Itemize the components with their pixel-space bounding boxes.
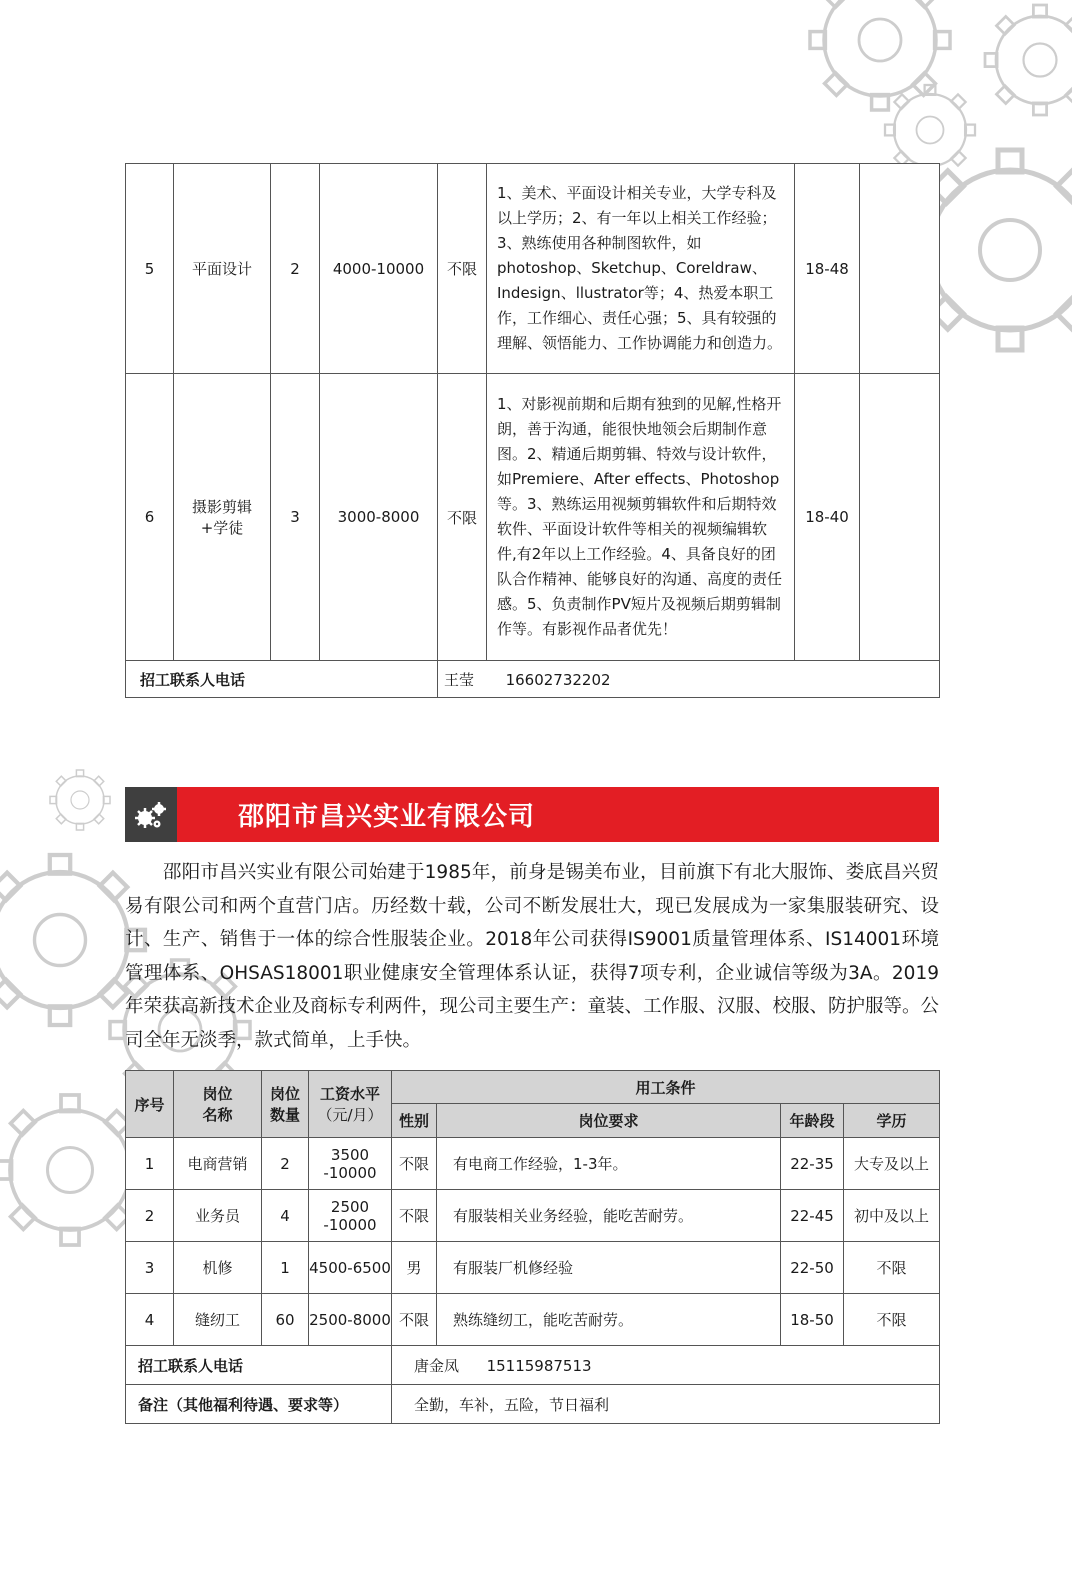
remark-row <box>126 1385 940 1424</box>
salary <box>309 1190 392 1242</box>
table-row <box>126 374 940 661</box>
position-name: 平面设计 <box>174 164 271 374</box>
contact-info <box>438 661 940 698</box>
table-row <box>126 164 940 374</box>
education: 不限 <box>844 1294 940 1346</box>
header-count-l1: 岗位 <box>269 1085 300 1103</box>
salary-l2: -10000 <box>323 1163 377 1182</box>
row-no: 4 <box>126 1294 174 1346</box>
age-range: 22-50 <box>781 1242 844 1294</box>
header-age: 年龄段 <box>781 1104 844 1138</box>
header-position-l2: 名称 <box>202 1106 233 1124</box>
requirement: 熟练缝纫工，能吃苦耐劳。 <box>437 1294 781 1346</box>
age-range: 22-45 <box>781 1190 844 1242</box>
header-count <box>262 1071 309 1138</box>
header-salary <box>309 1071 392 1138</box>
header-position <box>174 1071 262 1138</box>
requirement: 有电商工作经验，1-3年。 <box>437 1138 781 1190</box>
contact-info <box>392 1346 940 1385</box>
row-no: 5 <box>126 164 174 374</box>
salary-l1: 3500 <box>330 1145 370 1164</box>
contact-phone: 16602732202 <box>505 670 611 689</box>
gender: 不限 <box>392 1138 437 1190</box>
position-count: 3 <box>271 374 320 661</box>
header-conditions: 用工条件 <box>392 1071 940 1104</box>
education <box>860 164 940 374</box>
contact-label: 招工联系人电话 <box>126 1346 392 1385</box>
company-title: 邵阳市昌兴实业有限公司 <box>238 802 536 832</box>
age-range: 18-40 <box>795 374 860 661</box>
education: 初中及以上 <box>844 1190 940 1242</box>
row-no: 3 <box>126 1242 174 1294</box>
header-no: 序号 <box>126 1071 174 1138</box>
salary <box>309 1138 392 1190</box>
header-requirement: 岗位要求 <box>437 1104 781 1138</box>
gender: 男 <box>392 1242 437 1294</box>
contact-row <box>126 1346 940 1385</box>
table-header-row <box>126 1071 940 1104</box>
salary: 4000-10000 <box>320 164 438 374</box>
header-salary-l1: 工资水平 <box>319 1085 380 1103</box>
gender: 不限 <box>392 1294 437 1346</box>
company-intro: 邵阳市昌兴实业有限公司始建于1985年，前身是锡美布业，目前旗下有北大服饰、娄底昌兴贸易有限公司和两个直营门店。历经数十载，公司不断发展壮大，现已发展成为一家集服装研究、设计、生产、销售于一体的综合性服装企业。2018年公司获得IS9001质量管理体系、IS14001环境管理体系、OHSAS18001职业健康安全管理体系认证，获得7项专利，企业诚信等级为3A。2019年荣获高新技术企业及商标专利两件，现公司主要生产：童装、工作服、汉服、校服、防护服等。公司全年无淡季，款式简单，上手快。 <box>125 862 940 1051</box>
salary: 2500-8000 <box>309 1294 392 1346</box>
position-name: 机修 <box>174 1242 262 1294</box>
gender: 不限 <box>392 1190 437 1242</box>
header-gender: 性别 <box>392 1104 437 1138</box>
gear-icon <box>125 787 177 842</box>
position-name: 业务员 <box>174 1190 262 1242</box>
position-name-line2: +学徒 <box>200 519 244 537</box>
requirement: 有服装厂机修经验 <box>437 1242 781 1294</box>
position-count: 4 <box>262 1190 309 1242</box>
table-row <box>126 1138 940 1190</box>
position-count: 2 <box>271 164 320 374</box>
remark-value: 全勤，车补，五险，节日福利 <box>392 1385 940 1424</box>
salary-l2: -10000 <box>323 1215 377 1234</box>
education <box>860 374 940 661</box>
position-name <box>174 374 271 661</box>
table-row <box>126 1190 940 1242</box>
company-banner <box>125 787 939 842</box>
age-range: 18-48 <box>795 164 860 374</box>
position-count: 2 <box>262 1138 309 1190</box>
salary: 4500-6500 <box>309 1242 392 1294</box>
recruitment-table-2 <box>125 1070 940 1424</box>
contact-phone: 15115987513 <box>486 1356 592 1375</box>
remark-label: 备注（其他福利待遇、要求等） <box>126 1385 392 1424</box>
position-name: 电商营销 <box>174 1138 262 1190</box>
salary: 3000-8000 <box>320 374 438 661</box>
header-position-l1: 岗位 <box>202 1085 233 1103</box>
contact-row <box>126 661 940 698</box>
requirement: 1、对影视前期和后期有独到的见解,性格开朗，善于沟通，能很快地领会后期制作意图。2、精通后期剪辑、特效与设计软件，如Premiere、After effects、Photoshop等。3、熟练运用视频剪辑软件和后期特效软件、平面设计软件等相关的视频编辑软件,有2年以上工作经验。4、具备良好的团队合作精神、能够良好的沟通、高度的责任感。5、负责制作PV短片及视频后期剪辑制作等。有影视作品者优先！ <box>487 374 795 661</box>
position-name: 缝纫工 <box>174 1294 262 1346</box>
salary-l1: 2500 <box>330 1197 370 1216</box>
contact-label: 招工联系人电话 <box>126 661 438 698</box>
requirement: 有服装相关业务经验，能吃苦耐劳。 <box>437 1190 781 1242</box>
position-name-line1: 摄影剪辑 <box>191 498 252 516</box>
table-row <box>126 1294 940 1346</box>
recruitment-table-1 <box>125 163 940 698</box>
position-count: 1 <box>262 1242 309 1294</box>
contact-name: 王莹 <box>444 670 475 689</box>
position-count: 60 <box>262 1294 309 1346</box>
age-range: 22-35 <box>781 1138 844 1190</box>
header-edu: 学历 <box>844 1104 940 1138</box>
contact-name: 唐金凤 <box>414 1356 460 1375</box>
age-range: 18-50 <box>781 1294 844 1346</box>
education: 不限 <box>844 1242 940 1294</box>
row-no: 1 <box>126 1138 174 1190</box>
requirement: 1、美术、平面设计相关专业，大学专科及以上学历；2、有一年以上相关工作经验；3、熟练使用各种制图软件，如photoshop、Sketchup、Coreldraw、Indesign、llustrator等；4、热爱本职工作，工作细心、责任心强；5、具有较强的理解、领悟能力、工作协调能力和创造力。 <box>487 164 795 374</box>
header-salary-l2: （元/月） <box>317 1106 383 1124</box>
header-count-l2: 数量 <box>269 1106 300 1124</box>
gender: 不限 <box>438 374 487 661</box>
gender: 不限 <box>438 164 487 374</box>
row-no: 6 <box>126 374 174 661</box>
table-row <box>126 1242 940 1294</box>
row-no: 2 <box>126 1190 174 1242</box>
education: 大专及以上 <box>844 1138 940 1190</box>
